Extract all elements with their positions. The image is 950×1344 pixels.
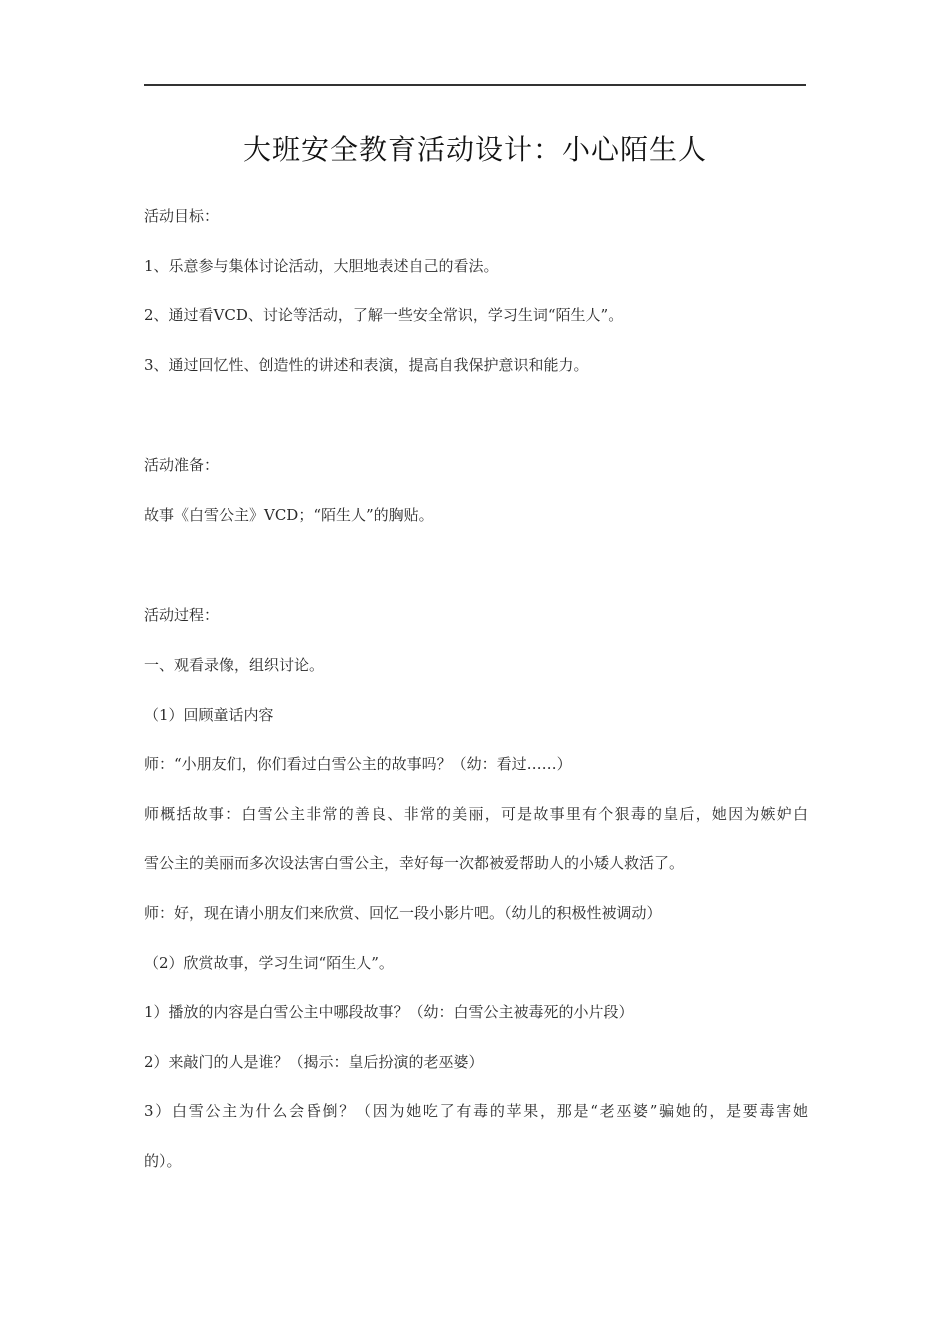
paragraph-line: 师：“小朋友们，你们看过白雪公主的故事吗？（幼：看过……） <box>144 755 572 773</box>
paragraph-line: 雪公主的美丽而多次设法害白雪公主，幸好每一次都被爱帮助人的小矮人救活了。 <box>144 854 685 872</box>
paragraph-line: 师概括故事：白雪公主非常的善良、非常的美丽，可是故事里有个狠毒的皇后，她因为嫉妒白 <box>144 805 808 823</box>
preparation-text: 故事《白雪公主》VCD；“陌生人”的胸贴。 <box>144 506 434 524</box>
paragraph-line: 的）。 <box>144 1152 182 1170</box>
section-heading-preparation: 活动准备： <box>144 456 220 474</box>
header-rule <box>144 84 806 86</box>
process-step-1: 一、观看录像，组织讨论。 <box>144 656 325 674</box>
paragraph-line: 2）来敲门的人是谁？（揭示：皇后扮演的老巫婆） <box>144 1053 484 1071</box>
paragraph-line: 3）白雪公主为什么会昏倒？（因为她吃了有毒的苹果，那是“老巫婆”骗她的，是要毒害她 <box>144 1102 808 1120</box>
process-substep-1: （1）回顾童话内容 <box>144 706 274 724</box>
section-heading-process: 活动过程： <box>144 606 220 624</box>
goal-item-1: 1、乐意参与集体讨论活动，大胆地表述自己的看法。 <box>144 257 499 275</box>
paragraph-line: 1）播放的内容是白雪公主中哪段故事？（幼：白雪公主被毒死的小片段） <box>144 1003 634 1021</box>
paragraph-line: 师：好，现在请小朋友们来欣赏、回忆一段小影片吧。（幼儿的积极性被调动） <box>144 904 662 922</box>
goal-item-3: 3、通过回忆性、创造性的讲述和表演，提高自我保护意识和能力。 <box>144 356 589 374</box>
section-heading-goals: 活动目标： <box>144 207 220 225</box>
goal-item-2: 2、通过看VCD、讨论等活动，了解一些安全常识，学习生词“陌生人”。 <box>144 306 624 324</box>
process-substep-2: （2）欣赏故事，学习生词“陌生人”。 <box>144 954 394 972</box>
document-title: 大班安全教育活动设计：小心陌生人 <box>242 133 707 166</box>
